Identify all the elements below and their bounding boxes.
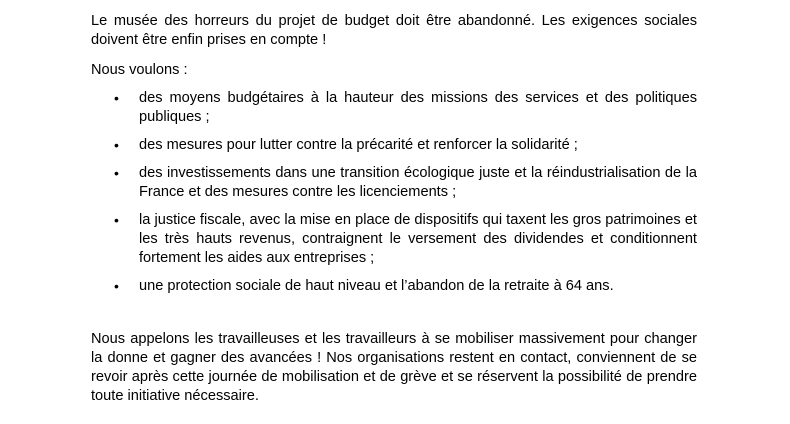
bullet-icon: • <box>114 90 119 106</box>
list-item <box>91 211 697 268</box>
intro-paragraph: Le musée des horreurs du projet de budget doit être abandonné. Les exigences sociales doivent être enfin prises en compte ! <box>91 13 697 48</box>
lead-paragraph: Nous voulons : <box>91 62 188 78</box>
document-body <box>91 12 697 406</box>
list-item-text: des investissements dans une transition écologique juste et la réindustrialisation de la France et des mesures contre les licenciements ; <box>139 165 697 200</box>
bullet-icon: • <box>114 137 119 153</box>
bullet-icon: • <box>114 278 119 294</box>
demands-list <box>91 89 697 296</box>
list-item-text: des mesures pour lutter contre la précarité et renforcer la solidarité ; <box>139 137 578 153</box>
list-item <box>91 164 697 202</box>
list-item-text: des moyens budgétaires à la hauteur des missions des services et des politiques publiques ; <box>139 90 697 125</box>
closing-paragraph: Nous appelons les travailleuses et les travailleurs à se mobiliser massivement pour changer la donne et gagner des avancées ! Nos organisations restent en contact, conviennent de se revoir après cette journée de mobilisation et de grève et se réservent la possibilité de prendre toute initiative nécessaire. <box>91 331 697 404</box>
list-item <box>91 136 697 155</box>
list-item-text: la justice fiscale, avec la mise en place de dispositifs qui taxent les gros patrimoines et les très hauts revenus, contraignent le versement des dividendes et conditionnent fortement les aides aux entreprises ; <box>139 212 697 266</box>
list-item <box>91 277 697 296</box>
list-item-text: une protection sociale de haut niveau et l’abandon de la retraite à 64 ans. <box>139 278 614 294</box>
bullet-icon: • <box>114 165 119 181</box>
list-item <box>91 89 697 127</box>
bullet-icon: • <box>114 212 119 228</box>
